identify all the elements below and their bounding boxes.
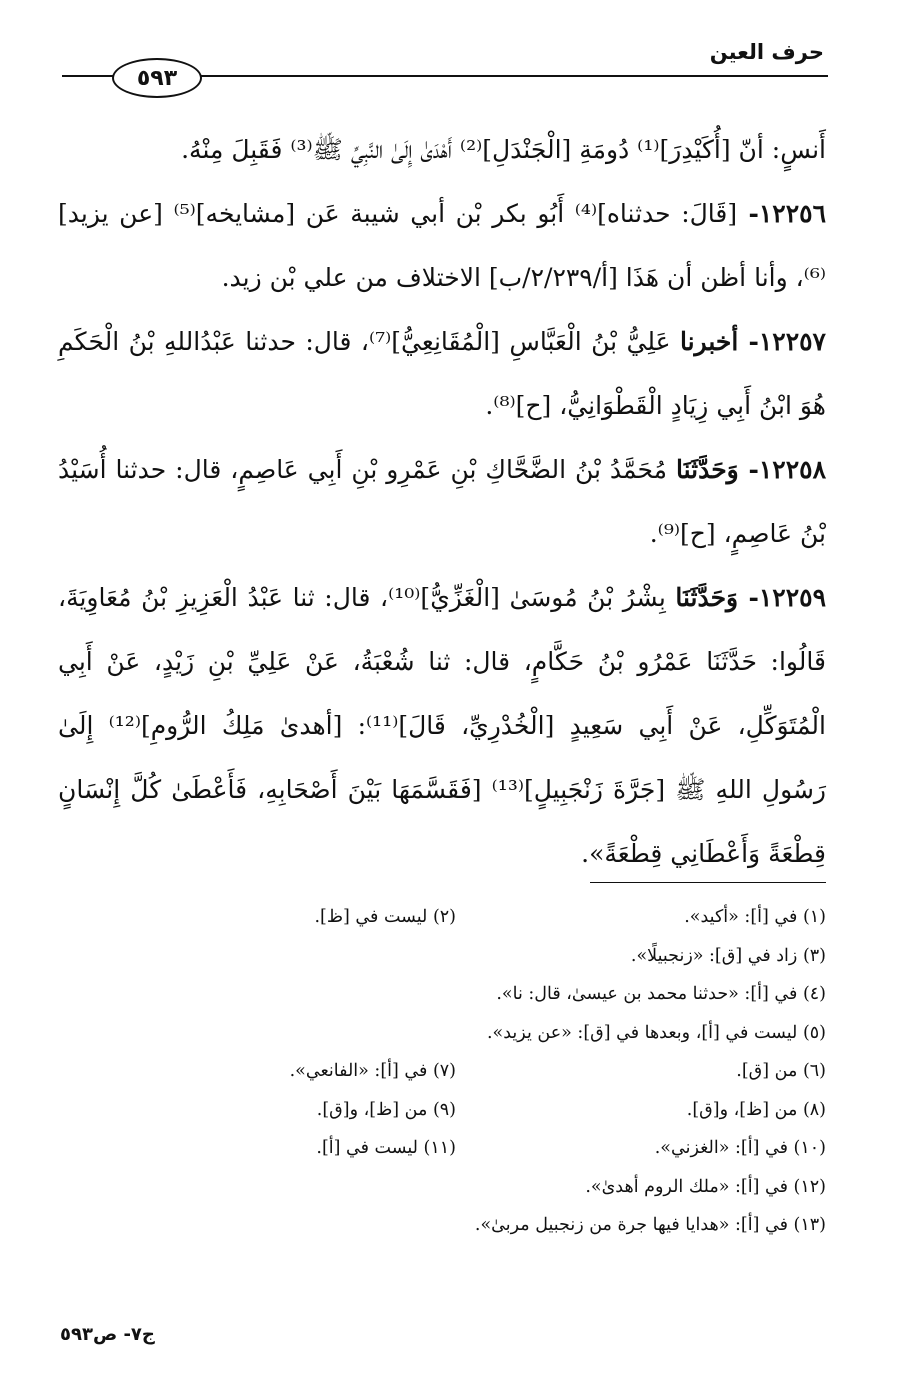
footnote-text: في [أ]: «أكيد». xyxy=(684,907,798,927)
paragraph xyxy=(58,438,826,566)
footnote-text: في [أ]: «الغزني». xyxy=(654,1138,788,1158)
footnote-row xyxy=(60,1129,826,1168)
paragraph-text: بِشْرُ بْنُ مُوسَىٰ [الْغَزِّيُّ]⁽¹⁰⁾، قال: ثنا عَبْدُ الْعَزِيزِ بْنُ مُعَاوِيَةَ، قَالُوا: حَدَّثَنَا عَمْرُو بْنُ حَكَّامٍ، قال: ثنا شُعْبَةُ، عَنْ عَلِيِّ بْنِ زَيْدٍ، عَنْ أَبِي الْمُتَوَكِّلِ، عَنْ أَبِي سَعِيدٍ [الْخُدْرِيِّ، قَالَ]⁽¹¹⁾: [أهدىٰ مَلِكُ الرُّومِ]⁽¹²⁾ إِلَىٰ رَسُولِ اللهِ ﷺ [جَرَّةَ زَنْجَبِيلٍ]⁽¹³⁾ [فَقَسَّمَهَا بَيْنَ أَصْحَابِهِ، فَأَعْطَىٰ كُلَّ إِنْسَانٍ قِطْعَةً وَأَعْطَانِي قِطْعَةً». xyxy=(58,583,827,868)
footnote-text: في [أ]: «الفانعي». xyxy=(289,1061,428,1081)
footnote-number: (١٢) xyxy=(793,1176,826,1197)
main-text xyxy=(58,118,826,886)
paragraph xyxy=(58,566,826,886)
footnote xyxy=(456,1052,826,1091)
paragraph-text: عَلِيُّ بْنُ الْعَبَّاسِ [الْمُقَانِعِيُّ]⁽⁷⁾، قال: حدثنا عَبْدُاللهِ بْنُ الْحَكَمِ هُوَ ابْنُ أَبِي زِيَادٍ الْقَطْوَانِيُّ، [ح]⁽⁸⁾. xyxy=(58,327,826,420)
footnote-text: من [ظ]، و[ق]. xyxy=(316,1099,428,1120)
footnotes xyxy=(60,898,826,1245)
footnote-number: (١١) xyxy=(423,1138,456,1158)
footnote-row xyxy=(60,1014,826,1053)
paragraph xyxy=(58,118,826,182)
hadith-number: ١٢٢٥٦- xyxy=(737,199,827,228)
footnote xyxy=(475,1206,826,1245)
footnote-row xyxy=(60,898,826,937)
hadith-number: ١٢٢٥٩- xyxy=(738,583,826,612)
footnote-number: (٥) xyxy=(802,1022,826,1043)
footnote xyxy=(456,898,826,937)
page-number-badge xyxy=(112,58,202,98)
footnote-text: ليست في [أ]، وبعدها في [ق]: «عن يزيد». xyxy=(486,1022,798,1043)
footnote-text: ليست في [ظ]. xyxy=(314,907,428,927)
footnote-text: في [أ]: «ملك الروم أهدىٰ». xyxy=(585,1176,788,1197)
paragraph-lead: وَحَدَّثَنَا xyxy=(675,583,739,612)
footnote xyxy=(456,1129,826,1168)
footnote-number: (٩) xyxy=(432,1099,456,1120)
footnote-row xyxy=(60,1206,826,1245)
hadith-number: ١٢٢٥٨- xyxy=(738,455,826,484)
footnote-text: في [أ]: «حدثنا محمد بن عيسىٰ، قال: نا». xyxy=(496,984,798,1004)
running-header-title: حرف العين xyxy=(709,40,824,64)
volume-page-reference: ج٧- ص٥٩٣ xyxy=(60,1324,155,1345)
paragraph xyxy=(58,310,826,438)
paragraph-lead: وَحَدَّثَنَا xyxy=(675,455,739,484)
footnote xyxy=(456,1091,826,1130)
footnote-row xyxy=(60,1091,826,1130)
footnote-number: (٣) xyxy=(802,945,826,966)
footnote-separator xyxy=(590,882,826,883)
footnote-row xyxy=(60,937,826,976)
footnote xyxy=(86,1091,456,1130)
paragraph xyxy=(58,182,826,310)
footnote-number: (٤) xyxy=(802,984,826,1004)
footnote-row xyxy=(60,975,826,1014)
footnote-number: (٧) xyxy=(432,1061,456,1081)
footnote-number: (١٣) xyxy=(793,1215,826,1235)
footnote-text: في [أ]: «هدايا فيها جرة من زنجبيل مربىٰ». xyxy=(474,1215,788,1235)
footnote xyxy=(86,1052,456,1091)
footnote-number: (٨) xyxy=(802,1099,826,1120)
footnote-number: (٦) xyxy=(802,1061,826,1081)
paragraph-text: أَنسٍ: أنّ [أُكَيْدِرَ]⁽¹⁾ دُومَةِ [الْجَنْدَلِ]⁽²⁾ أَهْدَىٰ إِلَىٰ النَّبِيِّ ﷺ⁽³⁾ فَقَبِلَ مِنْهُ. xyxy=(181,135,826,164)
footnote-row xyxy=(60,1168,826,1207)
footnote xyxy=(487,1014,826,1053)
footnote-text: من [ق]. xyxy=(736,1061,798,1081)
footnote-text: ليست في [أ]. xyxy=(316,1138,418,1158)
footnote xyxy=(86,898,456,937)
paragraph-text: [قَالَ: حدثناه]⁽⁴⁾ أَبُو بكر بْن أبي شيبة عَن [مشايخه]⁽⁵⁾ [عن يزيد]⁽⁶⁾، وأنا أظن أن هَذَا [أ/٢/٢٣٩/ب] الاختلاف من علي بْن زيد. xyxy=(58,199,826,292)
footnote-text: من [ظ]، و[ق]. xyxy=(686,1099,798,1120)
footnote-text: زاد في [ق]: «زنجبيلًا». xyxy=(630,945,798,966)
footnote xyxy=(585,1168,826,1207)
hadith-number: ١٢٢٥٧- xyxy=(738,327,826,356)
footnote-number: (١٠) xyxy=(793,1138,826,1158)
paragraph-text: مُحَمَّدُ بْنُ الضَّحَّاكِ بْنِ عَمْرِو بْنِ أَبِي عَاصِمٍ، قال: حدثنا أُسَيْدُ بْنُ عَاصِمٍ، [ح]⁽⁹⁾. xyxy=(58,455,826,548)
footnote-row xyxy=(60,1052,826,1091)
page-number: ٥٩٣ xyxy=(136,65,178,91)
footnote-number: (٢) xyxy=(432,907,456,927)
footnote xyxy=(631,937,826,976)
footnote xyxy=(86,1129,456,1168)
footnote-number: (١) xyxy=(802,907,826,927)
footnote xyxy=(496,975,826,1014)
paragraph-lead: أخبرنا xyxy=(679,327,739,356)
